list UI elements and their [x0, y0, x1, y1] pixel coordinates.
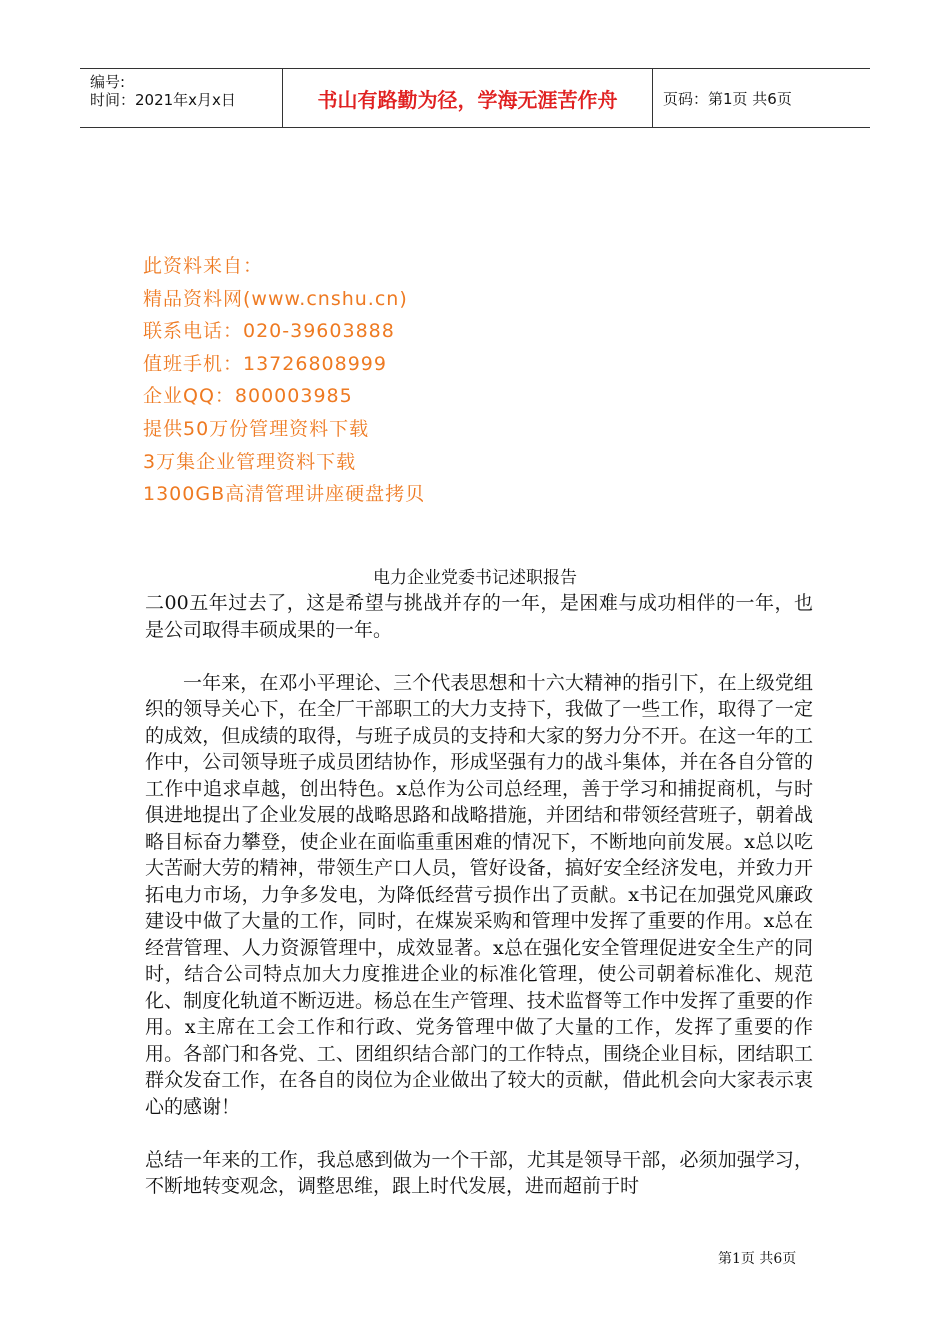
paragraph: 二00五年过去了，这是希望与挑战并存的一年，是困难与成功相伴的一年，也是公司取得丰硕成果的一年。 — [145, 592, 813, 641]
source-line: 1300GB高清管理讲座硬盘拷贝 — [143, 483, 426, 506]
source-line: 联系电话：020-39603888 — [143, 320, 395, 343]
source-line: 精品资料网(www.cnshu.cn) — [143, 287, 408, 310]
time-label: 时间：2021年x月x日 — [90, 91, 236, 109]
page-header — [80, 68, 870, 128]
header-meta — [80, 69, 283, 127]
number-label: 编号: — [90, 73, 126, 91]
document-body — [145, 590, 813, 1200]
source-line: 提供50万份管理资料下载 — [143, 417, 370, 440]
source-line: 企业QQ：800003985 — [143, 385, 353, 408]
source-line: 3万集企业管理资料下载 — [143, 450, 357, 473]
source-line: 值班手机：13726808999 — [143, 352, 387, 375]
paragraph: 一年来，在邓小平理论、三个代表思想和十六大精神的指引下，在上级党组织的领导关心下，在全厂干部职工的大力支持下，我做了一些工作，取得了一定的成效，但成绩的取得，与班子成员的支持和大家的努力分不开。在这一年的工作中，公司领导班子成员团结协作，形成坚强有力的战斗集体，并在各自分管的工作中追求卓越，创出特色。x总作为公司总经理，善于学习和捕捉商机，与时俱进地提出了企业发展的战略思路和战略措施，并团结和带领经营班子，朝着战略目标奋力攀登，使企业在面临重重困难的情况下，不断地向前发展。x总以吃大苦耐大劳的精神，带领生产口人员，管好设备，搞好安全经济发电，并致力开拓电力市场，力争多发电，为降低经营亏损作出了贡献。x书记在加强党风廉政建设中做了大量的工作，同时，在煤炭采购和管理中发挥了重要的作用。x总在经营管理、人力资源管理中，成效显著。x总在强化安全管理促进安全生产的同时，结合公司特点加大力度推进企业的标准化管理，使公司朝着标准化、规范化、制度化轨道不断迈进。杨总在生产管理、技术监督等工作中发挥了重要的作用。x主席在工会工作和行政、党务管理中做了大量的工作，发挥了重要的作用。各部门和各党、工、团组织结合部门的工作特点，围绕企业目标，团结职工群众发奋工作，在各自的岗位为企业做出了较大的贡献，借此机会向大家表示衷心的感谢！ — [145, 671, 813, 1118]
source-info-block — [143, 250, 425, 511]
source-line: 此资料来自： — [143, 255, 264, 277]
header-motto: 书山有路勤为径，学海无涯苦作舟 — [283, 69, 653, 127]
header-page-info: 页码：第1页 共6页 — [663, 89, 792, 108]
document-title: 电力企业党委书记述职报告 — [373, 568, 577, 588]
page-footer: 第1页 共6页 — [718, 1251, 797, 1267]
paragraph: 总结一年来的工作，我总感到做为一个干部，尤其是领导干部，必须加强学习，不断地转变观念，调整思维，跟上时代发展，进而超前于时 — [145, 1148, 813, 1197]
